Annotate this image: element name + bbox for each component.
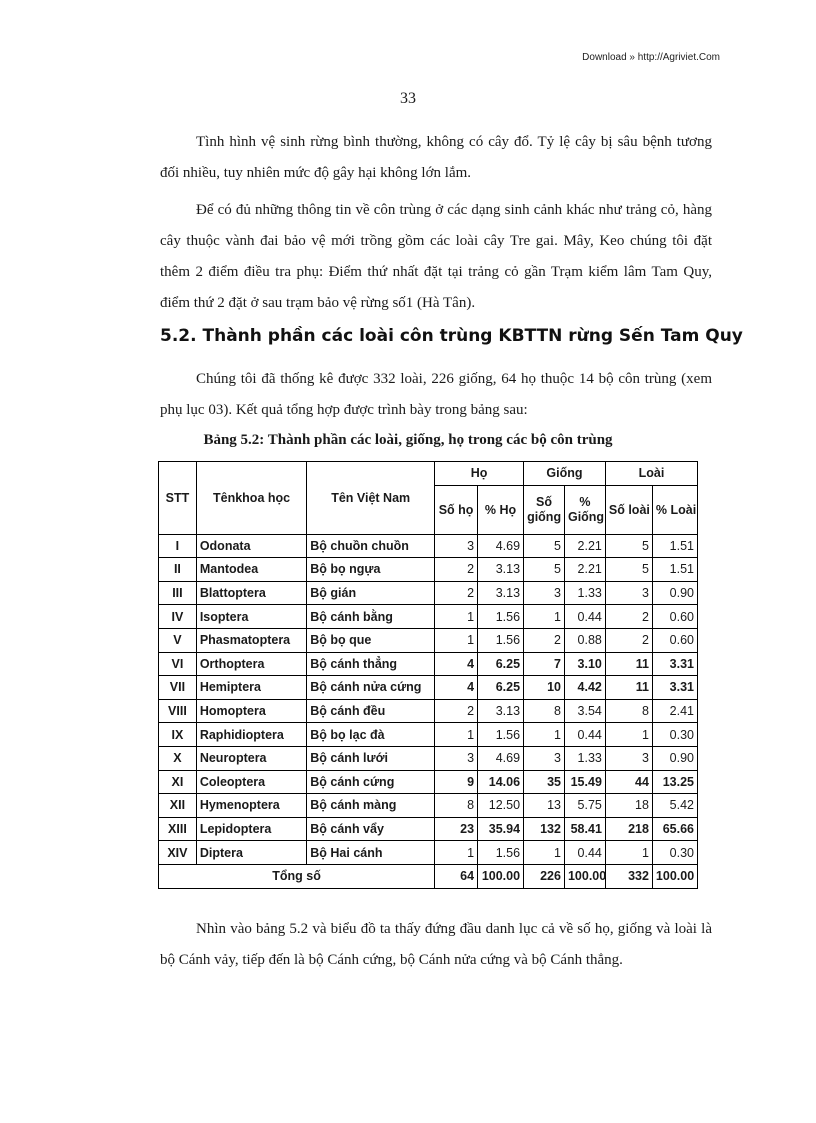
total-label: Tổng số [159, 864, 435, 888]
row-scientific-name: Raphidioptera [196, 723, 306, 747]
table-row [159, 628, 698, 652]
row-vietnamese-name: Bộ bọ lạc đà [307, 723, 435, 747]
paragraph-text: Nhìn vào bảng 5.2 và biểu đồ ta thấy đứng đầu danh lục cả về số họ, giống và loài là bộ Cánh vảy, tiếp đến là bộ Cánh cứng, bộ Cánh nửa cứng và bộ Cánh thẳng. [160, 921, 712, 968]
total-species-count: 332 [605, 864, 652, 888]
row-vietnamese-name: Bộ bọ ngựa [307, 558, 435, 582]
row-scientific-name: Blattoptera [196, 581, 306, 605]
table-row [159, 817, 698, 841]
paragraph-conclusion [160, 914, 712, 976]
row-family-percent: 1.56 [478, 723, 524, 747]
row-family-count: 4 [435, 652, 478, 676]
row-species-count: 1 [605, 723, 652, 747]
row-genus-count: 1 [524, 605, 565, 629]
row-species-percent: 0.60 [652, 628, 697, 652]
row-scientific-name: Neuroptera [196, 746, 306, 770]
row-stt: XIII [159, 817, 197, 841]
row-genus-count: 5 [524, 558, 565, 582]
row-species-percent: 2.41 [652, 699, 697, 723]
row-species-percent: 13.25 [652, 770, 697, 794]
row-family-percent: 3.13 [478, 699, 524, 723]
row-family-count: 1 [435, 723, 478, 747]
row-family-percent: 1.56 [478, 628, 524, 652]
row-vietnamese-name: Bộ cánh màng [307, 794, 435, 818]
row-scientific-name: Isoptera [196, 605, 306, 629]
table-row [159, 841, 698, 865]
paragraph-text: Chúng tôi đã thống kê được 332 loài, 226 giống, 64 họ thuộc 14 bộ côn trùng (xem phụ lục 03). Kết quả tổng hợp được trình bày trong bảng sau: [160, 371, 712, 418]
header-vietnamese-name: Tên Việt Nam [307, 462, 435, 535]
row-family-count: 2 [435, 699, 478, 723]
row-stt: III [159, 581, 197, 605]
row-stt: I [159, 534, 197, 558]
row-species-percent: 0.60 [652, 605, 697, 629]
table-row [159, 534, 698, 558]
row-scientific-name: Hymenoptera [196, 794, 306, 818]
row-genus-count: 1 [524, 723, 565, 747]
header-genus-count: Số giống [524, 485, 565, 534]
row-scientific-name: Homoptera [196, 699, 306, 723]
row-species-percent: 0.30 [652, 723, 697, 747]
row-species-percent: 3.31 [652, 676, 697, 700]
row-vietnamese-name: Bộ cánh thẳng [307, 652, 435, 676]
row-vietnamese-name: Bộ gián [307, 581, 435, 605]
header-stt: STT [159, 462, 197, 535]
table-row [159, 558, 698, 582]
row-stt: V [159, 628, 197, 652]
row-genus-count: 5 [524, 534, 565, 558]
species-table [158, 461, 698, 889]
row-family-percent: 3.13 [478, 581, 524, 605]
total-species-percent: 100.00 [652, 864, 697, 888]
row-vietnamese-name: Bộ Hai cánh [307, 841, 435, 865]
row-genus-count: 1 [524, 841, 565, 865]
row-family-percent: 12.50 [478, 794, 524, 818]
table-row [159, 699, 698, 723]
row-stt: II [159, 558, 197, 582]
row-genus-percent: 58.41 [564, 817, 605, 841]
row-genus-percent: 0.44 [564, 605, 605, 629]
table-row [159, 794, 698, 818]
paragraph-summary [160, 364, 712, 426]
row-scientific-name: Diptera [196, 841, 306, 865]
row-family-count: 8 [435, 794, 478, 818]
table-row [159, 581, 698, 605]
row-stt: VI [159, 652, 197, 676]
page-number: 33 [400, 90, 416, 107]
table-row [159, 652, 698, 676]
row-species-count: 3 [605, 581, 652, 605]
header-family-group: Họ [435, 462, 524, 486]
download-link[interactable]: Download » http://Agriviet.Com [582, 52, 720, 63]
row-family-percent: 1.56 [478, 841, 524, 865]
row-genus-percent: 1.33 [564, 581, 605, 605]
row-family-count: 2 [435, 558, 478, 582]
row-species-count: 5 [605, 534, 652, 558]
row-scientific-name: Orthoptera [196, 652, 306, 676]
row-species-count: 18 [605, 794, 652, 818]
row-family-count: 1 [435, 628, 478, 652]
row-genus-percent: 3.54 [564, 699, 605, 723]
section-heading: 5.2. Thành phần các loài côn trùng KBTTN rừng Sến Tam Quy [160, 326, 743, 346]
row-stt: VII [159, 676, 197, 700]
row-stt: X [159, 746, 197, 770]
header-species-percent: % Loài [652, 485, 697, 534]
row-vietnamese-name: Bộ cánh cứng [307, 770, 435, 794]
row-genus-percent: 3.10 [564, 652, 605, 676]
row-stt: VIII [159, 699, 197, 723]
header-family-percent: % Họ [478, 485, 524, 534]
row-family-percent: 4.69 [478, 746, 524, 770]
row-family-count: 2 [435, 581, 478, 605]
row-species-percent: 0.90 [652, 746, 697, 770]
row-family-count: 4 [435, 676, 478, 700]
row-species-percent: 1.51 [652, 534, 697, 558]
row-scientific-name: Phasmatoptera [196, 628, 306, 652]
row-genus-percent: 0.44 [564, 723, 605, 747]
row-species-count: 2 [605, 628, 652, 652]
row-vietnamese-name: Bộ bọ que [307, 628, 435, 652]
row-genus-percent: 2.21 [564, 534, 605, 558]
row-genus-percent: 0.88 [564, 628, 605, 652]
row-scientific-name: Mantodea [196, 558, 306, 582]
row-species-count: 2 [605, 605, 652, 629]
row-family-percent: 14.06 [478, 770, 524, 794]
table-row [159, 676, 698, 700]
row-vietnamese-name: Bộ cánh nửa cứng [307, 676, 435, 700]
paragraph-hygiene [160, 127, 712, 189]
row-family-count: 9 [435, 770, 478, 794]
row-genus-count: 8 [524, 699, 565, 723]
row-family-percent: 1.56 [478, 605, 524, 629]
row-scientific-name: Hemiptera [196, 676, 306, 700]
header-genus-group: Giống [524, 462, 606, 486]
total-family-percent: 100.00 [478, 864, 524, 888]
table-row [159, 723, 698, 747]
row-vietnamese-name: Bộ cánh bằng [307, 605, 435, 629]
row-vietnamese-name: Bộ cánh đều [307, 699, 435, 723]
table-total-row [159, 864, 698, 888]
row-genus-percent: 0.44 [564, 841, 605, 865]
row-species-percent: 0.90 [652, 581, 697, 605]
row-vietnamese-name: Bộ chuồn chuồn [307, 534, 435, 558]
paragraph-text: Tình hình vệ sinh rừng bình thường, không có cây đổ. Tỷ lệ cây bị sâu bệnh tương đối nhiều, tuy nhiên mức độ gây hại không lớn lắm. [160, 134, 712, 181]
table-row [159, 605, 698, 629]
row-scientific-name: Coleoptera [196, 770, 306, 794]
row-genus-percent: 1.33 [564, 746, 605, 770]
row-family-count: 3 [435, 534, 478, 558]
row-genus-count: 7 [524, 652, 565, 676]
row-family-count: 1 [435, 605, 478, 629]
row-genus-percent: 15.49 [564, 770, 605, 794]
header-genus-percent: % Giống [564, 485, 605, 534]
row-species-count: 1 [605, 841, 652, 865]
row-species-percent: 65.66 [652, 817, 697, 841]
row-genus-count: 3 [524, 581, 565, 605]
row-species-count: 5 [605, 558, 652, 582]
row-stt: XI [159, 770, 197, 794]
row-species-count: 11 [605, 676, 652, 700]
row-genus-count: 13 [524, 794, 565, 818]
row-species-count: 3 [605, 746, 652, 770]
row-stt: XIV [159, 841, 197, 865]
total-family-count: 64 [435, 864, 478, 888]
row-genus-count: 2 [524, 628, 565, 652]
row-family-percent: 35.94 [478, 817, 524, 841]
row-family-percent: 3.13 [478, 558, 524, 582]
row-species-count: 44 [605, 770, 652, 794]
row-genus-percent: 5.75 [564, 794, 605, 818]
row-scientific-name: Odonata [196, 534, 306, 558]
header-species-group: Loài [605, 462, 697, 486]
row-vietnamese-name: Bộ cánh vẩy [307, 817, 435, 841]
paragraph-text: Để có đủ những thông tin về côn trùng ở các dạng sinh cảnh khác như trảng cỏ, hàng cây thuộc vành đai bảo vệ mới trồng gồm các loài cây Tre gai. Mây, Keo chúng tôi đặt thêm 2 điểm điều tra phụ: Điểm thứ nhất đặt tại trảng cỏ gần Trạm kiểm lâm Tam Quy, điểm thứ 2 đặt ở sau trạm bảo vệ rừng số1 (Hà Tân). [160, 202, 712, 311]
row-stt: IV [159, 605, 197, 629]
row-species-count: 11 [605, 652, 652, 676]
header-family-count: Số họ [435, 485, 478, 534]
row-genus-percent: 2.21 [564, 558, 605, 582]
row-genus-percent: 4.42 [564, 676, 605, 700]
row-genus-count: 35 [524, 770, 565, 794]
row-family-percent: 6.25 [478, 676, 524, 700]
row-species-count: 8 [605, 699, 652, 723]
row-scientific-name: Lepidoptera [196, 817, 306, 841]
table-caption: Bảng 5.2: Thành phần các loài, giống, họ trong các bộ côn trùng [203, 432, 613, 448]
total-genus-count: 226 [524, 864, 565, 888]
row-family-percent: 4.69 [478, 534, 524, 558]
table-row [159, 746, 698, 770]
header-scientific-name: Tênkhoa học [196, 462, 306, 535]
row-family-count: 1 [435, 841, 478, 865]
row-species-percent: 0.30 [652, 841, 697, 865]
row-species-count: 218 [605, 817, 652, 841]
row-species-percent: 5.42 [652, 794, 697, 818]
table-header-row [159, 462, 698, 486]
table-row [159, 770, 698, 794]
row-genus-count: 3 [524, 746, 565, 770]
row-stt: IX [159, 723, 197, 747]
row-genus-count: 10 [524, 676, 565, 700]
row-stt: XII [159, 794, 197, 818]
header-species-count: Số loài [605, 485, 652, 534]
row-family-count: 3 [435, 746, 478, 770]
row-vietnamese-name: Bộ cánh lưới [307, 746, 435, 770]
paragraph-survey-points [160, 195, 712, 319]
row-family-count: 23 [435, 817, 478, 841]
row-species-percent: 1.51 [652, 558, 697, 582]
row-family-percent: 6.25 [478, 652, 524, 676]
row-species-percent: 3.31 [652, 652, 697, 676]
row-genus-count: 132 [524, 817, 565, 841]
total-genus-percent: 100.00 [564, 864, 605, 888]
